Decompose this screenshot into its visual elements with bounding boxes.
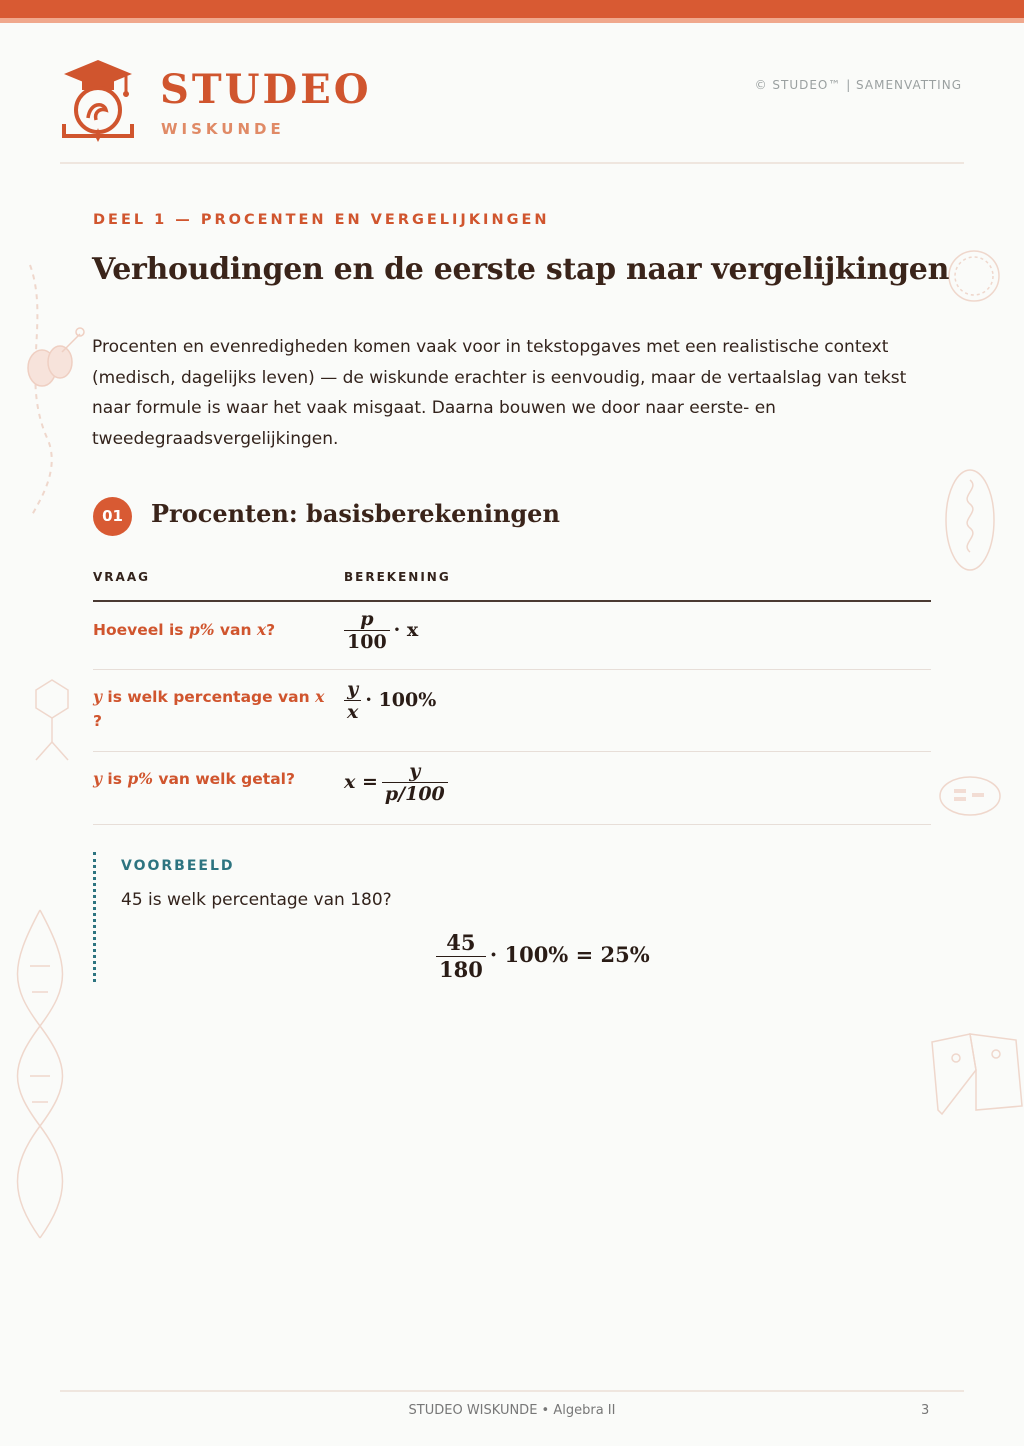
copyright-label: © STUDEO™ | SAMENVATTING [754,78,962,92]
page-title: Verhoudingen en de eerste stap naar vergelijkingen [92,252,950,287]
table-row-question: Hoeveel is p% van x? [93,620,276,639]
brand-subtitle: WISKUNDE [161,120,285,138]
circle-decoration-icon [946,248,1002,304]
page-header [60,58,964,158]
molecule-decoration-icon [30,676,74,764]
example-label: VOORBEELD [121,858,235,874]
table-row-divider [93,751,931,752]
table-row-formula: $\frac{p}{100}$ · x [344,608,422,653]
column-header-berekening: BEREKENING [344,570,451,584]
section-number-badge: 01 [93,497,132,536]
example-question: 45 is welk percentage van 180? [121,890,392,910]
example-callout [93,852,931,982]
top-accent-line [0,18,1024,23]
page-number: 3 [921,1403,930,1418]
footer-text: STUDEO WISKUNDE • Algebra II [408,1403,616,1418]
table-row-formula: x = $\frac{y}{p/100}$ [344,760,448,805]
table-row-divider [93,824,931,825]
tissue-cells-decoration-icon [926,1030,1024,1120]
cells-decoration-icon [24,322,86,392]
subsection-title: Procenten: basisberekeningen [151,499,560,528]
footer-divider [60,1390,964,1392]
dna-helix-decoration-icon [10,906,64,1242]
section-kicker: DEEL 1 — PROCENTEN EN VERGELIJKINGEN [93,212,550,228]
table-row-divider [93,669,931,670]
brand-name: STUDEO [160,66,372,113]
example-formula: $\frac{45}{180}$ · 100% = 25% [436,930,654,983]
column-header-vraag: VRAAG [93,570,150,584]
graduation-book-logo-icon [60,58,136,144]
table-row-question: y is welk percentage van x ? [93,687,325,730]
oval-squiggle-decoration-icon [944,468,996,572]
capsule-decoration-icon [938,774,1002,818]
table-header-rule [93,600,931,602]
header-divider [60,162,964,164]
table-row-formula: $\frac{y}{x}$ · 100% [344,678,440,723]
table-row-question: y is p% van welk getal? [93,769,295,788]
top-accent-bar [0,0,1024,18]
intro-paragraph: Procenten en evenredigheden komen vaak voor in tekstopgaves met een realistische context (medisch, dagelijks leven) — de wiskunde erachter is eenvoudig, maar de vertaalslag van tekst naar formule is waar het vaak misgaat. Daarna bouwen we door naar eerste- en tweedegraadsvergelijkingen. [92,337,907,449]
